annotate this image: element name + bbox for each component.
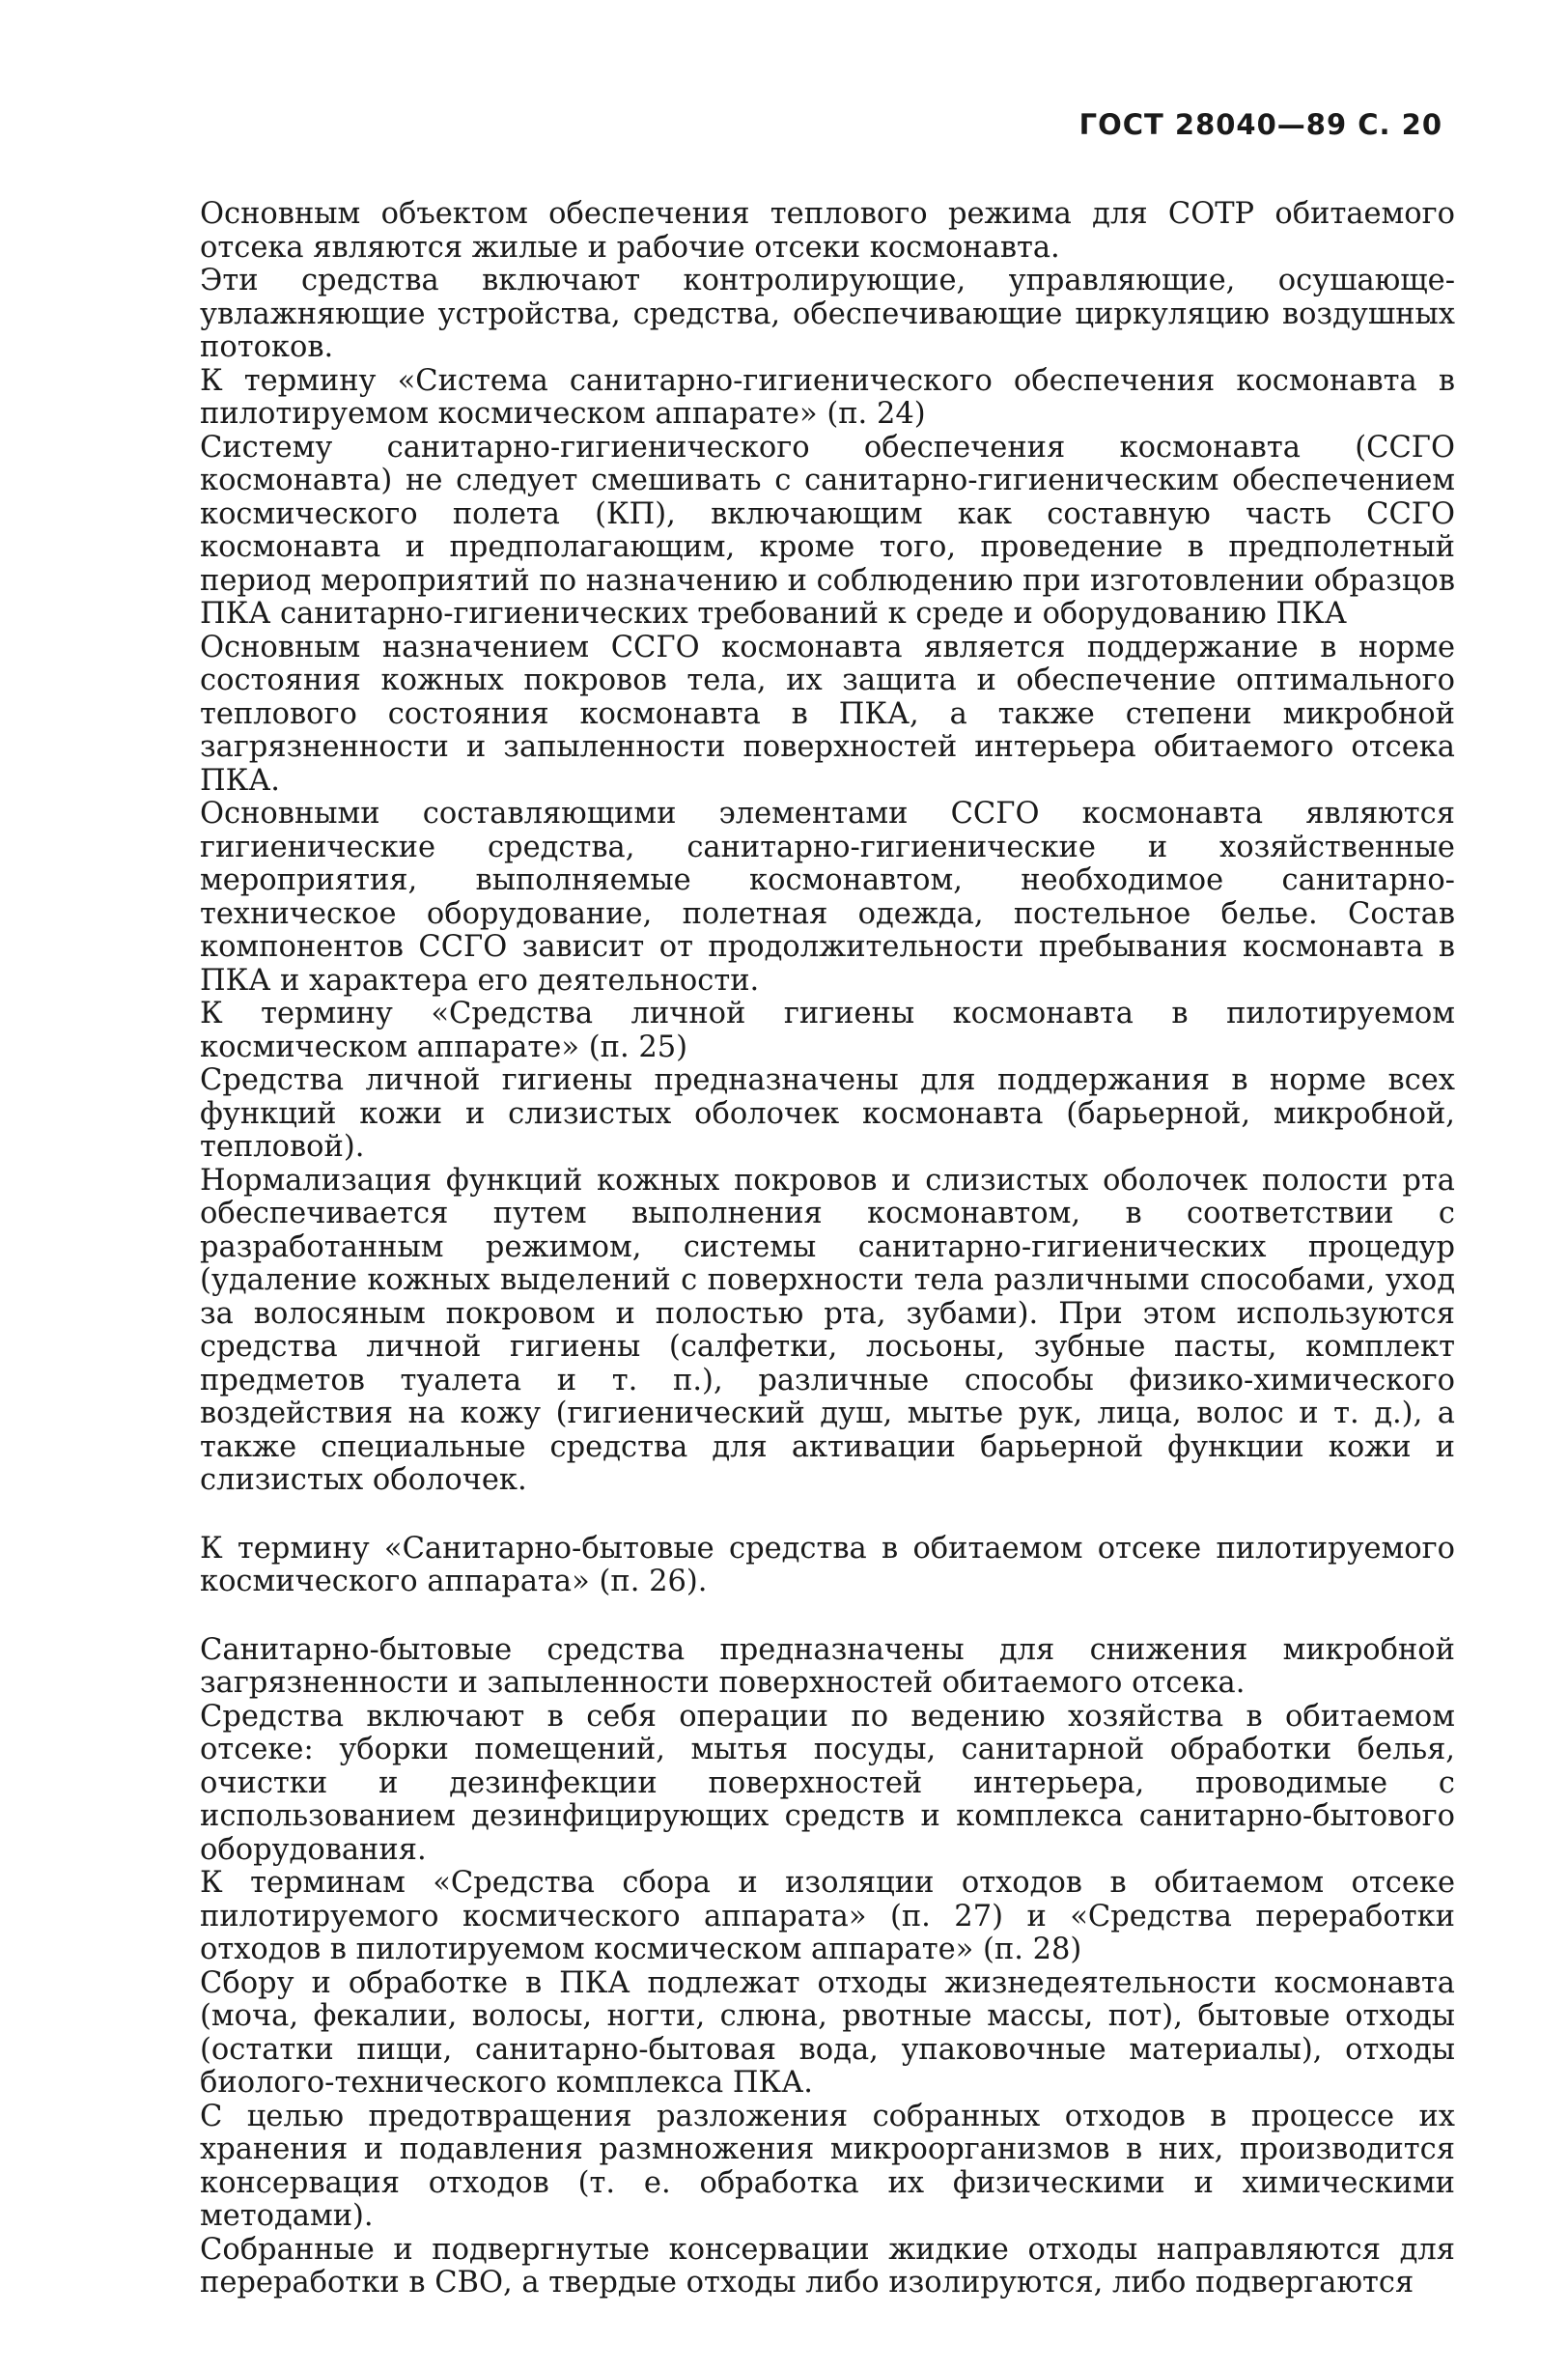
paragraph-16: Собранные и подвергнутые консервации жидкие отходы направляются для переработки в СВО, а твердые отходы либо изолируются, либо подвергаются: [200, 2232, 1455, 2300]
paragraph-15: С целью предотвращения разложения собранных отходов в процессе их хранения и подавления размножения микроорганизмов в них, производится консервация отходов (т. е. обработка их физическими и химическими методами).: [200, 2099, 1455, 2233]
paragraph-9: Нормализация функций кожных покровов и слизистых оболочек полости рта обеспечивается путем выполнения космонавтом, в соответствии с разработанным режимом, системы санитарно-гигиенических процедур (удаление кожных выделений с поверхности тела различными способами, уход за волосяным покровом и полостью рта, зубами). При этом используются средства личной гигиены (салфетки, лосьоны, зубные пасты, комплект предметов туалета и т. п.), различные способы физико-химического воздействия на кожу (гигиенический душ, мытье рук, лица, волос и т. д.), а также специальные средства для активации барьерной функции кожи и слизистых оболочек.: [200, 1163, 1455, 1497]
paragraph-4: Систему санитарно-гигиенического обеспечения космонавта (ССГО космонавта) не следует смешивать с санитарно-гигиеническим обеспечением космического полета (КП), включающим как составную часть ССГО космонавта и предполагающим, кроме того, проведение в предполетный период мероприятий по назначению и соблюдению при изготовлении образцов ПКА санитарно-гигиенических требований к среде и оборудованию ПКА: [200, 430, 1455, 631]
paragraph-5: Основным назначением ССГО космонавта является поддержание в норме состояния кожных покровов тела, их защита и обеспечение оптимального теплового состояния космонавта в ПКА, а также степени микробной загрязненности и запыленности поверхностей интерьера обитаемого отсека ПКА.: [200, 630, 1455, 798]
paragraph-14: Сбору и обработке в ПКА подлежат отходы жизнедеятельности космонавта (моча, фекалии, волосы, ногти, слюна, рвотные массы, пот), бытовые отходы (остатки пищи, санитарно-бытовая вода, упаковочные материалы), отходы биолого-технического комплекса ПКА.: [200, 1965, 1455, 2100]
paragraph-2: Эти средства включают контролирующие, управляющие, осушающе-увлажняющие устройства, средства, обеспечивающие циркуляцию воздушных потоков.: [200, 264, 1455, 364]
page-header: ГОСТ 28040—89 С. 20: [1078, 108, 1442, 141]
paragraph-12: Средства включают в себя операции по ведению хозяйства в обитаемом отсеке: уборки помещений, мытья посуды, санитарной обработки белья, очистки и дезинфекции поверхностей интерьера, проводимые с использованием дезинфицирующих средств и комплекса санитарно-бытового оборудования.: [200, 1699, 1455, 1867]
paragraph-10: К термину «Санитарно-бытовые средства в обитаемом отсеке пилотируемого космического аппарата» (п. 26).: [200, 1531, 1455, 1598]
paragraph-7: К термину «Средства личной гигиены космонавта в пилотируемом космическом аппарате» (п. 25): [200, 997, 1455, 1064]
paragraph-13: К терминам «Средства сбора и изоляции отходов в обитаемом отсеке пилотируемого космического аппарата» (п. 27) и «Средства переработки отходов в пилотируемом космическом аппарате» (п. 28): [200, 1866, 1455, 1966]
document-body: [200, 198, 1455, 2300]
paragraph-11: Санитарно-бытовые средства предназначены для снижения микробной загрязненности и запыленности поверхностей обитаемого отсека.: [200, 1632, 1455, 1700]
paragraph-1: Основным объектом обеспечения теплового режима для СОТР обитаемого отсека являются жилые и рабочие отсеки космонавта.: [200, 197, 1455, 265]
paragraph-8: Средства личной гигиены предназначены для поддержания в норме всех функций кожи и слизистых оболочек космонавта (барьерной, микробной, тепловой).: [200, 1063, 1455, 1164]
paragraph-6: Основными составляющими элементами ССГО космонавта являются гигиенические средства, санитарно-гигиенические и хозяйственные мероприятия, выполняемые космонавтом, необходимое санитарно-техническое оборудование, полетная одежда, постельное белье. Состав компонентов ССГО зависит от продолжительности пребывания космонавта в ПКА и характера его деятельности.: [200, 797, 1455, 998]
paragraph-3: К термину «Система санитарно-гигиенического обеспечения космонавта в пилотируемом космическом аппарате» (п. 24): [200, 363, 1455, 431]
